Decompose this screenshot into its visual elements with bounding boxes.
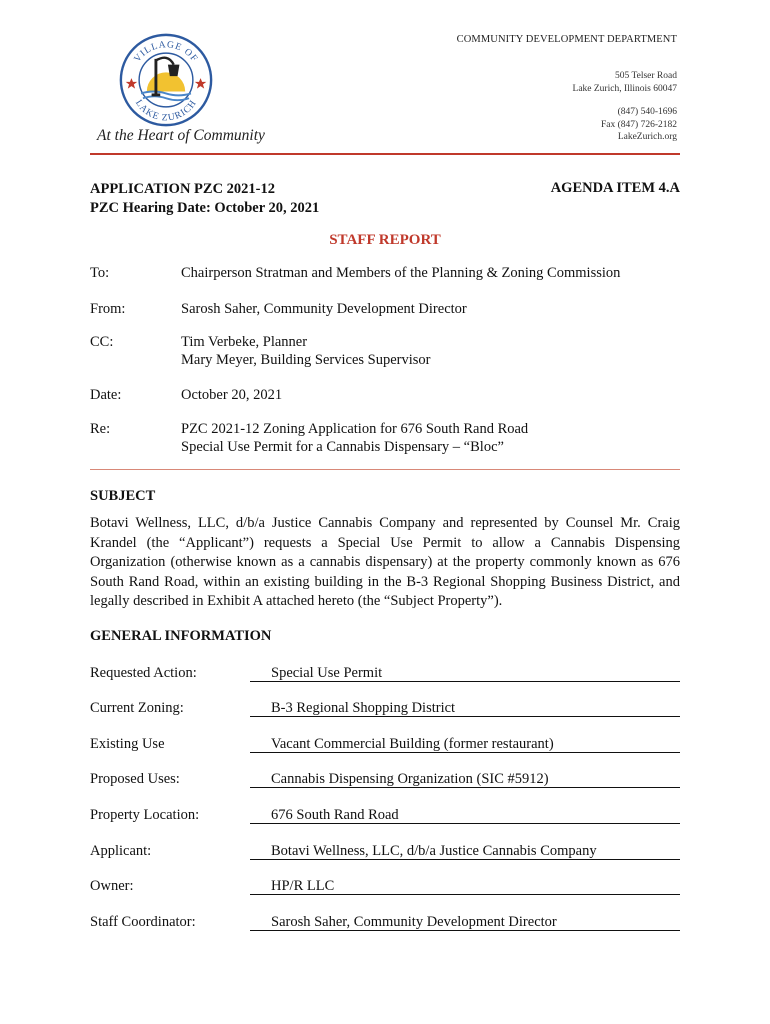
to-value: Chairperson Stratman and Members of the Planning & Zoning Commission xyxy=(181,265,621,281)
village-tagline: At the Heart of Community xyxy=(97,127,265,144)
cc-line: Mary Meyer, Building Services Supervisor xyxy=(181,351,431,368)
gi-label: Property Location: xyxy=(90,807,200,823)
hearing-date: PZC Hearing Date: October 20, 2021 xyxy=(90,200,320,216)
contact-block xyxy=(601,106,677,144)
report-title: STAFF REPORT xyxy=(329,232,441,248)
svg-text:LAKE ZURICH: LAKE ZURICH xyxy=(132,97,200,124)
re-line: Special Use Permit for a Cannabis Dispensary – “Bloc” xyxy=(181,438,504,455)
from-label: From: xyxy=(90,301,126,317)
fax-number: Fax (847) 726-2182 xyxy=(601,119,677,130)
from-value: Sarosh Saher, Community Development Director xyxy=(181,301,467,317)
cc-value xyxy=(181,334,431,369)
gi-value: Cannabis Dispensing Organization (SIC #5912) xyxy=(250,771,680,788)
general-information-heading: GENERAL INFORMATION xyxy=(90,628,272,644)
cc-label: CC: xyxy=(90,334,114,350)
cc-line: Tim Verbeke, Planner xyxy=(181,334,308,350)
svg-text:VILLAGE OF: VILLAGE OF xyxy=(131,39,201,65)
memo-divider xyxy=(90,469,680,470)
application-number: APPLICATION PZC 2021-12 xyxy=(90,181,276,197)
department-name: COMMUNITY DEVELOPMENT DEPARTMENT xyxy=(456,34,677,45)
re-line: PZC 2021-12 Zoning Application for 676 South Rand Road xyxy=(181,421,529,437)
application-info xyxy=(90,180,319,218)
phone-number: (847) 540-1696 xyxy=(617,107,677,117)
re-value xyxy=(181,421,528,456)
gi-value: 676 South Rand Road xyxy=(250,807,680,824)
to-label: To: xyxy=(90,265,110,281)
date-value: October 20, 2021 xyxy=(181,387,283,403)
gi-value: Botavi Wellness, LLC, d/b/a Justice Cannabis Company xyxy=(250,843,680,860)
gi-label: Applicant: xyxy=(90,843,152,859)
gi-value: B-3 Regional Shopping District xyxy=(250,700,680,717)
agenda-item: AGENDA ITEM 4.A xyxy=(550,180,680,196)
header-divider xyxy=(90,153,680,155)
subject-heading: SUBJECT xyxy=(90,488,156,504)
gi-label: Staff Coordinator: xyxy=(90,914,196,930)
gi-label: Current Zoning: xyxy=(90,700,184,716)
gi-value: Sarosh Saher, Community Development Director xyxy=(250,914,680,931)
gi-label: Existing Use xyxy=(90,736,165,752)
subject-paragraph: Botavi Wellness, LLC, d/b/a Justice Cannabis Company and represented by Counsel Mr. Craig Krandel (the “Applicant”) requests a Special Use Permit to allow a Cannabis Dispensing Organization (otherwise known as a cannabis dispensary) at the property commonly known as 676 South Rand Road, within an existing building in the B-3 Regional Shopping Business District, and legally described in Exhibit A attached hereto (the “Subject Property”). xyxy=(90,515,680,609)
address-block xyxy=(573,70,677,95)
gi-value: Vacant Commercial Building (former restaurant) xyxy=(250,736,680,753)
website: LakeZurich.org xyxy=(617,132,677,142)
gi-value: Special Use Permit xyxy=(250,665,680,682)
re-label: Re: xyxy=(90,421,111,437)
village-seal-logo xyxy=(118,32,214,128)
address-street: 505 Telser Road xyxy=(615,71,677,81)
gi-value: HP/R LLC xyxy=(250,878,680,895)
address-city: Lake Zurich, Illinois 60047 xyxy=(572,83,677,94)
gi-label: Owner: xyxy=(90,878,134,894)
date-label: Date: xyxy=(90,387,122,403)
gi-label: Requested Action: xyxy=(90,665,197,681)
gi-label: Proposed Uses: xyxy=(90,771,180,787)
